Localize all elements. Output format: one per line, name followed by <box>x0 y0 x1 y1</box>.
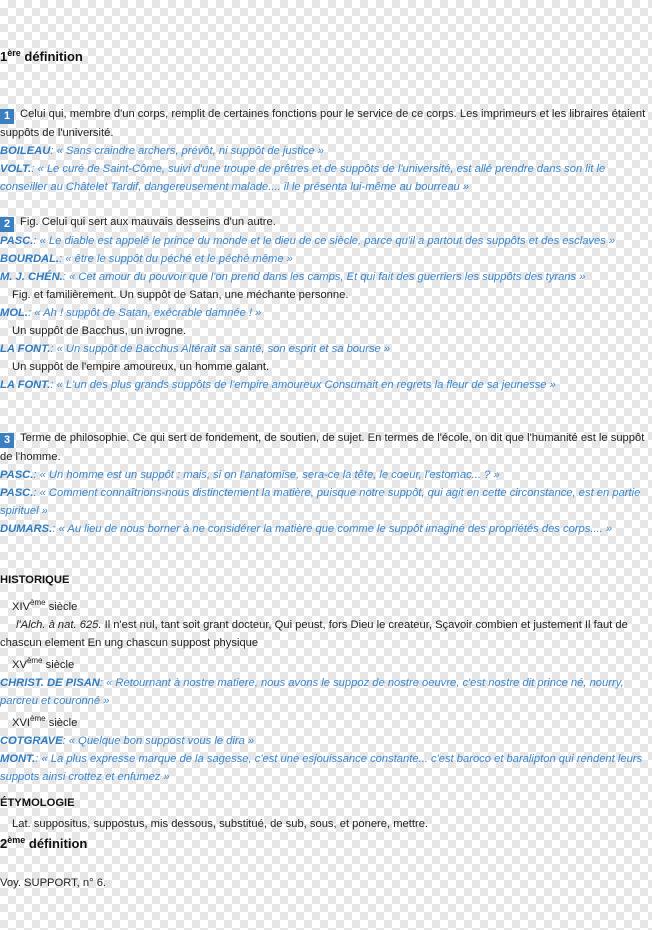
century-label: XVème siècle <box>12 656 75 671</box>
definition-1-heading: 1ère définition <box>0 48 83 64</box>
sub-sense: Un suppôt de Bacchus, un ivrogne. <box>12 325 187 337</box>
quote-text: « Cet amour du pouvoir que l'on prend dans les camps, Et qui fait des guerriers les suppôts des tyrans » <box>69 271 586 283</box>
quote-text: « Au lieu de nous borner à ne considérer la matière que comme le suppôt imaginé des propriétés des corps.... » <box>58 523 613 535</box>
quote-text: « Comment connaîtrions-nous distinctement la matière, puisque notre suppôt, qui agit en cette circonstance, est en partie spirituel » <box>0 487 641 517</box>
quote-author[interactable]: M. J. CHÉN. <box>0 271 63 283</box>
quote: MONT.: « La plus expresse marque de la sagesse, c'est une esjouissance constante... c'est baroco et baralipton qui rendent leurs suppots ainsi crottez et enfumez » <box>0 753 643 783</box>
quote-author[interactable]: CHRIST. DE PISAN <box>0 677 100 689</box>
quote-text: « Retournant à nostre matiere, nous avons le suppoz de nostre oeuvre, c'est nostre dit prince né, nourry, parcreu et couronné » <box>0 677 624 707</box>
quote: DUMARS.: « Au lieu de nous borner à ne considérer la matière que comme le suppôt imaginé des propriétés des corps.... » <box>0 523 613 535</box>
historical-quote <box>0 616 648 652</box>
quote: PASC.: « Le diable est appelé le prince du monde et le dieu de ce siècle, parce qu'il a partout des suppôts et des esclaves » <box>0 235 616 247</box>
quote-text: « Le curé de Saint-Côme, suivi d'une troupe de prêtres et de suppôts de l'université, est allé prendre dans son lit le conseiller au Châtelet Tardif, dangereusement malade.... il le présenta lui-même au bourreau » <box>0 163 606 193</box>
quote-author[interactable]: MONT. <box>0 753 36 765</box>
quote-author[interactable]: BOILEAU <box>0 145 51 157</box>
quote: BOURDAL.: « être le suppôt du péché et le péché même » <box>0 253 293 265</box>
sense-2 <box>0 213 648 394</box>
quote-text: « être le suppôt du péché et le péché même » <box>65 253 293 265</box>
quote-author[interactable]: VOLT. <box>0 163 32 175</box>
century-label: XVIème siècle <box>12 714 78 729</box>
quote-source: l'Alch. à nat. 625. <box>16 619 102 631</box>
sense-number-badge: 2 <box>0 217 14 232</box>
sense-number-badge: 1 <box>0 109 14 124</box>
historique <box>0 594 648 786</box>
sub-sense: Un suppôt de l'empire amoureux, un homme galant. <box>12 361 270 373</box>
quote-text: Il n'est nul, tant soit grant docteur, Qui peust, fors Dieu le createur, Sçavoir combien et justement Il faut de chascun element En ung chascun suppost physique <box>0 619 628 649</box>
quote-author[interactable]: LA FONT. <box>0 379 51 391</box>
quote: PASC.: « Comment connaîtrions-nous distinctement la matière, puisque notre suppôt, qui agit en cette circonstance, est en partie spirituel » <box>0 487 641 517</box>
etymologie-text: Lat. suppositus, suppostus, mis dessous, substitué, de sub, sous, et ponere, mettre. <box>12 818 429 830</box>
quote-text: « Le diable est appelé le prince du monde et le dieu de ce siècle, parce qu'il a partout des suppôts et des esclaves » <box>39 235 616 247</box>
sense-1 <box>0 105 648 196</box>
quote: M. J. CHÉN.: « Cet amour du pouvoir que l'on prend dans les camps, Et qui fait des guerriers les suppôts des tyrans » <box>0 271 586 283</box>
quote: LA FONT.: « Un suppôt de Bacchus Altérait sa santé, son esprit et sa bourse » <box>0 343 391 355</box>
sense-3-text: 3 Terme de philosophie. Ce qui sert de fondement, de soutien, de sujet. En termes de l'école, on dit que l'humanité est le suppôt de l'homme. <box>0 432 645 463</box>
sense-1-text: 1 Celui qui, membre d'un corps, remplit de certaines fonctions pour le service de ce corps. Les imprimeurs et les libraires étaient suppôts de l'université. <box>0 108 646 139</box>
quote: BOILEAU: « Sans craindre archers, prévôt, ni suppôt de justice » <box>0 145 324 157</box>
sense-3 <box>0 429 648 538</box>
quote-text: « La plus expresse marque de la sagesse, c'est une esjouissance constante... c'est baroco et baralipton qui rendent leurs suppots ainsi crottez et enfumez » <box>0 753 643 783</box>
quote: VOLT.: « Le curé de Saint-Côme, suivi d'une troupe de prêtres et de suppôts de l'université, est allé prendre dans son lit le conseiller au Châtelet Tardif, dangereusement malade.... il le présenta lui-même au bourreau » <box>0 163 606 193</box>
quote-author[interactable]: PASC. <box>0 235 34 247</box>
sense-2-text: 2 Fig. Celui qui sert aux mauvais desseins d'un autre. <box>0 213 648 232</box>
quote: PASC.: « Un homme est un suppôt : mais, si on l'anatomise, sera-ce la tête, le coeur, l'estomac... ? » <box>0 469 500 481</box>
quote: MOL.: « Ah ! suppôt de Satan, exécrable damnée ! » <box>0 307 262 319</box>
quote: LA FONT.: « L'un des plus grands suppôts de l'empire amoureux Consumait en regrets la fleur de sa jeunesse » <box>0 379 556 391</box>
quote-text: « Sans craindre archers, prévôt, ni suppôt de justice » <box>56 145 324 157</box>
quote-author[interactable]: LA FONT. <box>0 343 51 355</box>
quote: CHRIST. DE PISAN: « Retournant à nostre matiere, nous avons le suppoz de nostre oeuvre, c'est nostre dit prince né, nourry, parcreu et couronné » <box>0 677 624 707</box>
quote-author[interactable]: MOL. <box>0 307 28 319</box>
quote-author[interactable]: PASC. <box>0 487 34 499</box>
quote-author[interactable]: BOURDAL. <box>0 253 60 265</box>
quote-text: « L'un des plus grands suppôts de l'empire amoureux Consumait en regrets la fleur de sa jeunesse » <box>56 379 556 391</box>
century-label: XIVème siècle <box>12 598 78 613</box>
sub-sense: Fig. et familièrement. Un suppôt de Satan, une méchante personne. <box>12 289 349 301</box>
etymologie-heading: ÉTYMOLOGIE <box>0 797 75 809</box>
quote-author[interactable]: DUMARS. <box>0 523 53 535</box>
quote-author[interactable]: COTGRAVE <box>0 735 63 747</box>
definition-2-heading: 2ème définition <box>0 835 88 851</box>
quote-text: « Quelque bon suppost vous le dira » <box>68 735 255 747</box>
see-also-link[interactable]: Voy. SUPPORT, n° 6. <box>0 877 107 889</box>
quote-text: « Un suppôt de Bacchus Altérait sa santé, son esprit et sa bourse » <box>56 343 391 355</box>
quote: COTGRAVE: « Quelque bon suppost vous le dira » <box>0 735 255 747</box>
sense-number-badge: 3 <box>0 433 14 448</box>
historique-heading: HISTORIQUE <box>0 574 70 586</box>
quote-text: « Ah ! suppôt de Satan, exécrable damnée ! » <box>34 307 262 319</box>
quote-author[interactable]: PASC. <box>0 469 34 481</box>
quote-text: « Un homme est un suppôt : mais, si on l'anatomise, sera-ce la tête, le coeur, l'estomac... ? » <box>39 469 500 481</box>
